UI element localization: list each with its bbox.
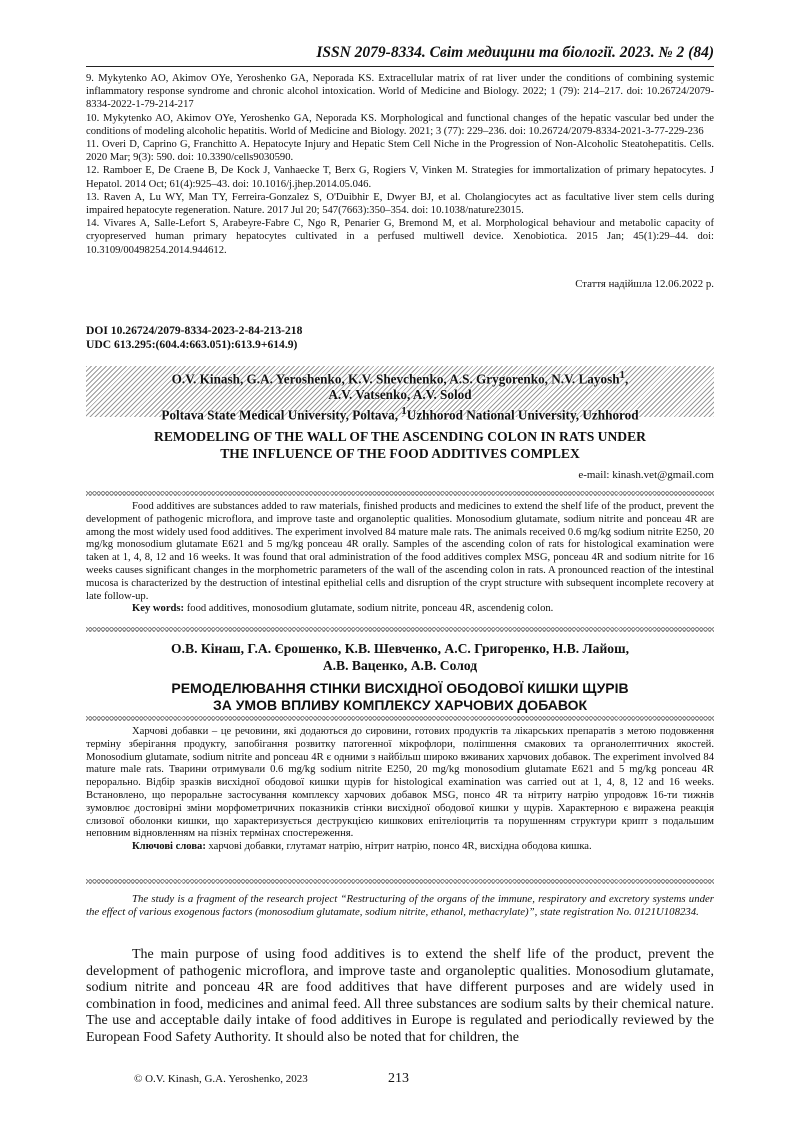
abstract-ua	[86, 726, 714, 854]
separator-wave	[86, 879, 714, 884]
keywords-text: харчові добавки, глутамат натрію, нітрит натрію, понсо 4R, висхідна ободова кишка.	[205, 841, 592, 853]
reference-item: 13. Raven A, Lu WY, Man TY, Ferreira-Gonzalez S, O'Duibhir E, Dwyer BJ, et al. Cholangiocytes act as facultative liver stem cells during impaired hepatocyte regeneration. Nature. 2017 Jul 20; 547(7663):350–354. doi: 10.1038/nature23015.	[86, 191, 714, 217]
reference-item: 11. Overi D, Caprino G, Franchitto A. Hepatocyte Injury and Hepatic Stem Cell Niche in the Progression of Non-Alcoholic Steatohepatitis. Cells. 2020 Mar; 9(3): 590. doi: 10.3390/cells9030590.	[86, 139, 714, 164]
affiliation-1: Poltava State Medical University, Poltava,	[161, 407, 402, 423]
title-ua-line-2: ЗА УМОВ ВПЛИВУ КОМПЛЕКСУ ХАРЧОВИХ ДОБАВОК	[212, 697, 588, 713]
abstract-en	[86, 501, 714, 616]
contact-email: e-mail: kinash.vet@gmail.com	[578, 469, 714, 481]
reference-item: 10. Mykytenko AO, Akimov OYe, Yeroshenko GA, Neporada KS. Morphological and functional changes of the hepatic vascular bed under the conditions of modeling alcoholic hepatitis. World of Medicine and Biology. 2021; 3 (77): 229–236. doi: 10.26724/2079-8334-2021-3-77-229-236	[86, 112, 714, 137]
funding-note: The study is a fragment of the research project “Restructuring of the organs of the immune, respiratory and excretory systems under the effect of various exogenous factors (monosodium glutamate, sodium nitrite, ethanol, methacrylate)”, state registration No. 0121U108234.	[86, 893, 714, 918]
authors-ua-line-1: О.В. Кінаш, Г.А. Єрошенко, К.В. Шевченко, А.С. Григоренко, Н.В. Лайош,	[171, 641, 629, 656]
abstract-ua-text: Харчові добавки – це речовини, які додаються до сировини, готових продуктів та лікарських препаратів з метою подовження терміну зберігання продукту, запобігання розвитку патогенної мікрофлори, поліпшення смакових та органолептичних якостей. Monosodium glutamate, sodium nitrite and ponceau 4R є одними з найбільш широко вживаних харчових добавок. The experiment involved 84 mature male rats. Тварини отримували 0.6 mg/kg sodium nitrite E250, 20 mg/kg monosodium glutamate E621 and 5 mg/kg ponceau 4R перорально. Відбір зразків висхідної ободової кишки щурів for histological examination was carried out at 1, 4, 8, 12 and 16 weeks. Встановлено, що пероральне застосування комплексу харчових добавок MSG, понсо 4R та нітриту натрію упродовж 16-ти тижнів зумовлює достовірні зміни морфометричних показників стінки висхідної ободової кишки у щурів. Характерною є виражена реакція слизової оболонки кишки, що характеризується деструкцією кишкових епітеліоцитів та порушенням структури крипт з подальшим неповним відновленням на пізніх термінах спостереження.	[86, 726, 714, 840]
page-number: 213	[388, 1071, 409, 1086]
article-title-en	[86, 428, 714, 462]
keywords-label: Key words:	[132, 603, 185, 615]
keywords-label: Ключові слова:	[132, 841, 206, 853]
affiliation-2: Uzhhorod National University, Uzhhorod	[406, 407, 639, 423]
authors-banner	[86, 366, 714, 423]
authors-comma: ,	[625, 371, 629, 387]
reference-list	[86, 72, 714, 257]
title-line-1: REMODELING OF THE WALL OF THE ASCENDING COLON IN RATS UNDER	[154, 429, 646, 444]
title-ua-line-1: РЕМОДЕЛЮВАННЯ СТІНКИ ВИСХІДНОЇ ОБОДОВОЇ КИШКИ ЩУРІВ	[171, 680, 629, 696]
authors-ua-line-2: А.В. Ваценко, А.В. Солод	[322, 658, 478, 673]
authors-line-2: A.V. Vatsenko, A.V. Solod	[328, 387, 472, 403]
separator-wave	[86, 627, 714, 632]
abstract-en-text: Food additives are substances added to raw materials, finished products and medicines to extend the shelf life of the product, prevent the development of pathogenic microflora, and improve taste and organoleptic qualities. Monosodium glutamate, sodium nitrite and ponceau 4R are among the most widely used food additives. The experiment involved 84 mature male rats. The animals received 0.6 mg/kg sodium nitrite E250, 20 mg/kg monosodium glutamate E621 and 5 mg/kg ponceau 4R orally. Samples of the ascending colon of rats for histological examination were taken at 1, 4, 8, 12 and 16 weeks. It was found that oral administration of the food additives complex MSG, ponceau 4R and sodium nitrite for 16 weeks causes significant changes in the morphometric parameters of the wall of the ascending colon in rats. A pronounced reaction of the intestinal mucosa is characterized by the destruction of intestinal epithelial cells and disruption of the crypt structure with subsequent incomplete recovery at late follow-up.	[86, 501, 714, 602]
authors-ua	[86, 640, 714, 674]
copyright: © O.V. Kinash, G.A. Yeroshenko, 2023	[134, 1073, 308, 1085]
article-title-ua	[86, 680, 714, 714]
authors-line-1	[86, 367, 714, 387]
affiliation-marker: 1	[619, 369, 626, 381]
keywords-ua	[86, 841, 714, 854]
title-line-2: THE INFLUENCE OF THE FOOD ADDITIVES COMPLEX	[220, 446, 580, 461]
reference-item: 14. Vivares A, Salle-Lefort S, Arabeyre-Fabre C, Ngo R, Penarier G, Bremond M, et al. Morphological behaviour and metabolic capacity of cryopreserved human primary hepatocytes cultivated in a perfused multiwell device. Xenobiotica. 2015 Jan; 45(1):29–44. doi: 10.3109/00498254.2014.944612.	[86, 218, 714, 256]
affiliations	[86, 403, 714, 423]
keywords-text: food additives, monosodium glutamate, sodium nitrite, ponceau 4R, ascendenig colon.	[184, 603, 554, 615]
affiliation-marker: 1	[401, 405, 407, 418]
authors-names-1: O.V. Kinash, G.A. Yeroshenko, K.V. Shevchenko, A.S. Grygorenko, N.V. Layosh	[171, 371, 620, 387]
running-header: ISSN 2079-8334. Світ медицини та біології. 2023. № 2 (84)	[316, 44, 714, 61]
doi-block	[86, 324, 302, 352]
separator-wave	[86, 716, 714, 721]
udc: UDC 613.295:(604.4:663.051):613.9+614.9)	[86, 338, 298, 351]
reference-item: 12. Ramboer E, De Craene B, De Kock J, Vanhaecke T, Berx G, Rogiers V, Vinken M. Strategies for immortalization of primary hepatocytes. J Hepatol. 2014 Oct; 61(4):925–43. doi: 10.1016/j.jhep.2014.05.046.	[86, 165, 714, 190]
keywords-en	[86, 603, 714, 616]
header-rule	[86, 66, 714, 67]
reference-item: 9. Mykytenko AO, Akimov OYe, Yeroshenko GA, Neporada KS. Extracellular matrix of rat liver under the conditions of combining systemic inflammatory response syndrome and chronic alcohol intoxication. World of Medicine and Biology. 2022; 1 (79): 214–217. doi: 10.26724/2079-8334-2022-1-79-214-217	[86, 73, 714, 111]
doi: DOI 10.26724/2079-8334-2023-2-84-213-218	[86, 324, 303, 337]
received-date: Стаття надійшла 12.06.2022 р.	[575, 278, 714, 290]
separator-wave	[86, 491, 714, 496]
main-text: The main purpose of using food additives is to extend the shelf life of the product, prevent the development of pathogenic microflora, and improve taste and organoleptic qualities. Monosodium glutamate, sodium nitrite and ponceau 4R are food additives that have different purposes and are widely used in combination in food, medicines and animal feed. All three substances are sodium salts by their chemical nature. The use and acceptable daily intake of food additives in Europe is regulated and periodically reviewed by the European Food Safety Authority. It should also be noted that for children, the	[86, 947, 714, 1045]
